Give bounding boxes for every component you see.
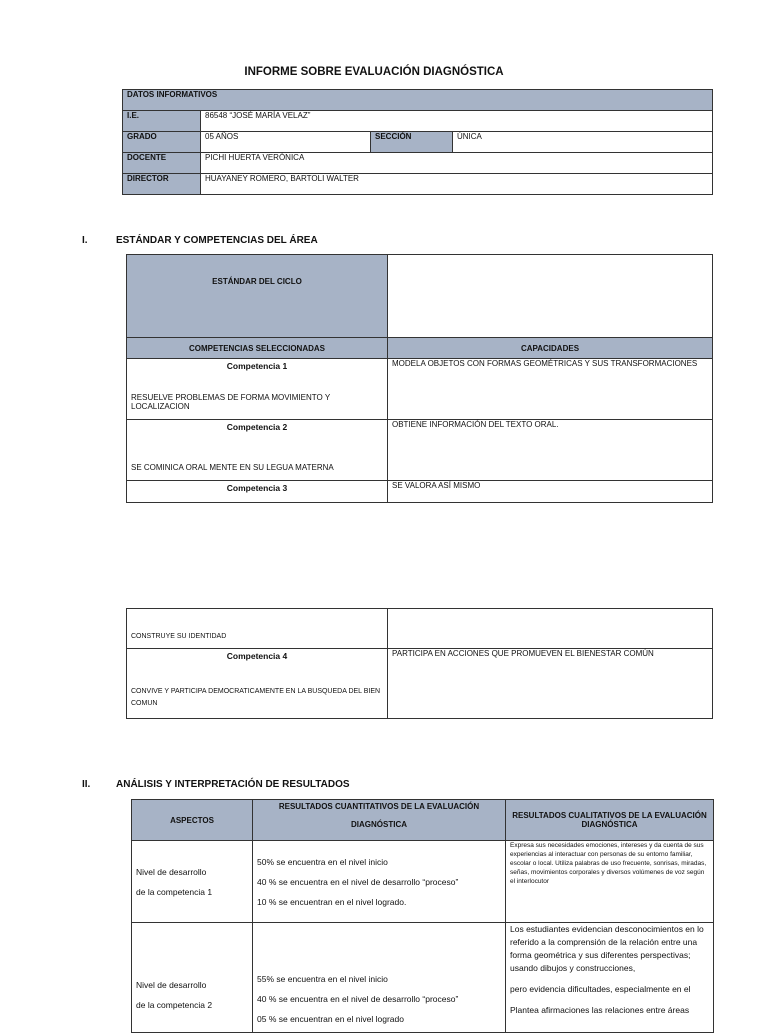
grado-value: 05 AÑOS (201, 132, 371, 153)
cuantitativo-2-logrado: 05 % se encuentran en el nivel logrado (257, 1014, 404, 1024)
capacidad-3: SE VALORA ASÍ MISMO (388, 481, 713, 503)
cuantitativo-2-inicio: 55% se encuentra en el nivel inicio (257, 974, 388, 984)
aspecto-1-line1: Nivel de desarrollo (136, 866, 207, 877)
competencias-header: COMPETENCIAS SELECCIONADAS (127, 338, 388, 359)
cualitativo-2-part3: Plantea afirmaciones las relaciones entre áreas (510, 1005, 690, 1015)
docente-value: PICHI HUERTA VERÓNICA (201, 153, 713, 174)
section-2-number: II. (82, 779, 91, 790)
competencia-3-cell (127, 481, 388, 503)
cualitativos-header: RESULTADOS CUALITATIVOS DE LA EVALUACIÓN DIAGNÓSTICA (506, 800, 714, 841)
cuantitativo-1-logrado: 10 % se encuentran en el nivel logrado. (257, 896, 407, 907)
section-2-title: ANÁLISIS Y INTERPRETACIÓN DE RESULTADOS (116, 779, 350, 790)
cuantitativo-2-cell (253, 923, 506, 1033)
cualitativo-2-part2: pero evidencia dificultades, especialmente en el (510, 984, 691, 994)
section-2-heading (82, 779, 350, 790)
aspectos-header: ASPECTOS (132, 800, 253, 841)
capacidades-header: CAPACIDADES (388, 338, 713, 359)
competencia-4-cell (127, 649, 388, 719)
cuantitativo-1-proceso: 40 % se encuentra en el nivel de desarrollo “proceso” (257, 876, 459, 887)
capacidad-2: OBTIENE INFORMACIÓN DEL TEXTO ORAL. (388, 420, 713, 481)
cuantitativos-header (253, 800, 506, 841)
competencia-4-desc: CONVIVE Y PARTICIPA DEMOCRATICAMENTE EN LA BUSQUEDA DEL BIEN COMUN (131, 688, 381, 707)
resultados-table (131, 799, 714, 1033)
datos-header: DATOS INFORMATIVOS (123, 90, 713, 111)
director-label: DIRECTOR (123, 174, 201, 195)
page-title: INFORME SOBRE EVALUACIÓN DIAGNÓSTICA (244, 66, 504, 78)
competencia-1-desc: RESUELVE PROBLEMAS DE FORMA MOVIMIENTO Y LOCALIZACION (131, 393, 331, 411)
section-1-number: I. (82, 235, 88, 246)
competencia-1-label: Competencia 1 (226, 361, 288, 371)
construye-identidad-desc: CONSTRUYE SU IDENTIDAD (131, 633, 227, 640)
competencias-table (126, 254, 713, 503)
competencia-2-label: Competencia 2 (226, 422, 288, 432)
cuantitativos-header-line2: DIAGNÓSTICA (351, 820, 407, 829)
competencia-2-cell (127, 420, 388, 481)
director-value: HUAYANEY ROMERO, BARTOLI WALTER (201, 174, 713, 195)
capacidad-1: MODELA OBJETOS CON FORMAS GEOMÉTRICAS Y SUS TRANSFORMACIONES (388, 359, 713, 420)
ie-label: I.E. (123, 111, 201, 132)
grado-label: GRADO (123, 132, 201, 153)
competencia-3-label: Competencia 3 (226, 483, 288, 493)
cualitativo-1: Expresa sus necesidades emociones, intereses y da cuenta de sus experiencias al interactuar con personas de su entorno familiar, escolar o local. Utiliza palabras de uso frecuente, sonrisas, miradas, señas, movimientos corporales y diversos volúmenes de voz según el interlocutor (506, 841, 714, 923)
aspecto-2-line1: Nivel de desarrollo (136, 980, 207, 990)
estandar-label: ESTÁNDAR DEL CICLO (127, 255, 388, 338)
cuantitativo-1-cell (253, 841, 506, 923)
cuantitativos-header-line1: RESULTADOS CUANTITATIVOS DE LA EVALUACIÓN (278, 802, 480, 811)
estandar-value (388, 255, 713, 338)
competencia-1-cell (127, 359, 388, 420)
aspecto-2-cell (132, 923, 253, 1033)
cualitativo-2-part1: Los estudiantes evidencian desconocimientos en lo referido a la comprensión de la relación entre una forma geométrica y sus diferentes perspectivas; usando dibujos y construcciones, (510, 924, 704, 973)
competencia-2-desc: SE COMINICA ORAL MENTE EN SU LEGUA MATERNA (131, 463, 334, 472)
capacidad-4: PARTICIPA EN ACCIONES QUE PROMUEVEN EL BIENESTAR COMÚN (388, 649, 713, 719)
seccion-label: SECCIÓN (371, 132, 453, 153)
construye-identidad-cell (127, 609, 388, 649)
section-1-title: ESTÁNDAR Y COMPETENCIAS DEL ÁREA (116, 235, 318, 246)
aspecto-2-line2: de la competencia 2 (136, 1000, 213, 1010)
aspecto-1-line2: de la competencia 1 (136, 886, 213, 897)
construye-identidad-cap (388, 609, 713, 649)
seccion-value: ÚNICA (453, 132, 713, 153)
section-1-heading (82, 235, 318, 246)
competencias-table-continued (126, 608, 713, 719)
docente-label: DOCENTE (123, 153, 201, 174)
ie-value: 86548 “JOSÉ MARÍA VELAZ” (201, 111, 713, 132)
competencia-4-label: Competencia 4 (226, 651, 288, 661)
cualitativo-2 (506, 923, 714, 1033)
cuantitativo-2-proceso: 40 % se encuentra en el nivel de desarrollo “proceso” (257, 994, 459, 1004)
aspecto-1-cell (132, 841, 253, 923)
cuantitativo-1-inicio: 50% se encuentra en el nivel inicio (257, 856, 388, 867)
datos-informativos-table (122, 89, 713, 195)
